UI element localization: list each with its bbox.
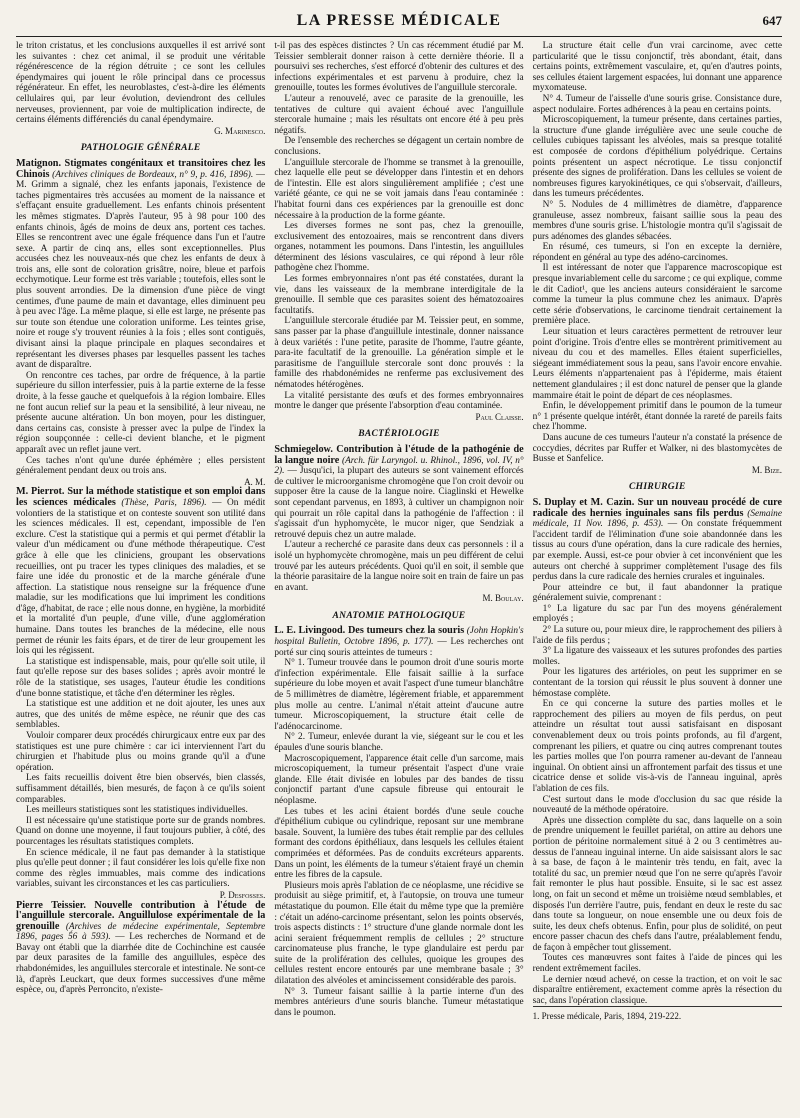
article-paragraph — [533, 498, 782, 583]
signature: P. Desfosses. — [219, 889, 266, 900]
section-heading-anatomie: ANATOMIE PATHOLOGIQUE — [332, 610, 466, 621]
article-paragraph — [16, 159, 265, 371]
article-paragraph: L'anguillule stercorale de l'homme se transmet à la grenouille, chez laquelle elle peut se développer dans l'intestin et en dehors de l'intestin. Elle est alors singulièrement amplifiée ; c'est une variété géante, ce qui ne se voit jamais dans l'eau contaminée : l'habitat fourni dans ces expériences par la grenouille est donc nécessaire à la production de la forme géante. — [274, 157, 524, 221]
article-schmiegelow — [274, 445, 523, 604]
column-3 — [533, 41, 782, 1117]
article-paragraph: L'anguillule stercorale étudiée par M. Teissier peut, en somme, sans passer par la phase d'anguillule intestinale, donner naissance à deux variétés : l'une petite, parasite de l'homme, l'autre géante, para-ite facultatif de la grenouille. La génération simple et le parasitisme de l'anguillule stercorale sont donc prouvés : la famille des rhabdonémides ne renferme pas exclusivement des nématodes hétérogènes. — [274, 316, 524, 390]
article-heading: Schmiegelow. Contribution à l'étude de la pathogénie de la langue noire — [274, 443, 524, 466]
article-paragraph: 2° La suture ou, pour mieux dire, le rapprochement des piliers à l'aide de fils perdus ; — [532, 625, 782, 646]
columns — [16, 41, 782, 1117]
article-paragraph — [274, 445, 523, 540]
article-source: (Arch. für Laryngol. u. Rhinol., 1896, vol. IV, n° 2). — [274, 455, 524, 477]
signature: M. Bize. — [751, 464, 782, 475]
article-source: (Archives de médecine expérimentale, Septembre 1896, pages 5́6 à 593). — [16, 921, 266, 943]
article-paragraph: En science médicale, il ne faut pas demander à la statistique plus qu'elle peut donner ; il faut considérer les lois qu'elle fixe non comme des règles immuables, mais comme des indications variables, suivant les circonstances et les cas particuliers. — [16, 847, 266, 890]
article-paragraph — [16, 901, 265, 996]
footnote: 1. Presse médicale, Paris, 1894, 219-222. — [533, 1006, 782, 1022]
article-paragraph: Les diverses formes ne sont pas, chez la grenouille, exclusivement des entozoaires, mais se rencontrent dans divers organes, notamment les poumons. Dans l'intestin, les anguillules déterminent des lésions vasculaires, ce qui répond à leur rôle pathogène chez l'homme. — [274, 221, 524, 274]
article-paragraph: 1° La ligature du sac par l'un des moyens généralement employés ; — [532, 603, 782, 625]
signature-marinesco: G. Marinesco. — [214, 125, 266, 136]
article-heading: Matignon. Stigmates congénitaux et transitoires chez les Chinois — [16, 157, 266, 180]
article-matignon — [16, 159, 265, 487]
article-paragraph: Les faits recueillis doivent être bien observés, bien classés, suffisamment détaillés, bien mesurés, de façon à ce qu'ils soient comparables. — [16, 773, 266, 805]
section-heading-chirurgie: CHIRURGIE — [629, 482, 686, 493]
article-paragraph: N° 4. Tumeur de l'aisselle d'une souris grise. Consistance dure, aspect nodulaire. Fortes adhérences à la peau en certains points. — [532, 93, 782, 115]
signature: M. Boulay. — [482, 593, 524, 604]
article-paragraph: 3° La ligature des vaisseaux et les sutures profondes des parties molles. — [532, 646, 782, 667]
article-paragraph: L'auteur a recherché ce parasite dans deux cas personnels : il a isolé un hyphomycète chromogène, mais un peu différent de celui trouvé par les auteurs précédents. Quoi qu'il en soit, il semble que la théorie parasitaire de la langue noire soit en train de faire un pas en avant. — [274, 540, 524, 593]
article-paragraph: La statistique est une addition et ne doit ajouter, les unes aux autres, que des unités de même espèce, ne réunir que des cas semblables. — [16, 699, 266, 731]
article-paragraph: Pour atteindre ce but, il faut abandonner la pratique généralement suivie, comprenant : — [532, 582, 782, 604]
article-heading: S. Duplay et M. Cazin. Sur un nouveau procédé de cure radicale des hernies inguinales sans fils perdus — [532, 496, 782, 519]
article-source: (John Hopkin's hospital Bulletin, Octobre 1896, p. 177). — [274, 626, 524, 648]
article-paragraph: La structure était celle d'un vrai carcinome, avec cette particularité que le tissu conjonctif, très abondant, était, dans certains points, extrêmement vasculaire, et, qu'en d'autres points, ses cellules étaient largement espacées, lui donnant une apparence myxomateuse. — [532, 41, 782, 94]
article-paragraph: Les tubes et les acini étaient bordés d'une seule couche d'épithélium cubique ou cylindrique, reposant sur une membrane basale. Souvent, la lumière des tubes était remplie par des cellules formant des cordons épithéliaux, dans lesquels les cellules étaient comprimées et déformées. Pas de conduits excréteurs apparents. Dans un point, les éléments de la tumeur s'étaient frayé un chemin entre les fibres de la capsule. — [274, 806, 524, 881]
article-paragraph: Dans aucune de ces tumeurs l'auteur n'a constaté la présence de coccydies, décrites par Ruffer et Walker, ni des blastomycètes de Busse et Sanfelice. — [532, 432, 782, 465]
article-paragraph: Il est intéressant de noter que l'apparence macroscopique est presque invariablement celle du sarcome ; ce qui explique, comme le dit Cadiot¹, que les anciens auteurs considéraient le sarcome comme la tumeur la plus commune chez les animaux. D'après cette série d'observations, le carcinome tiendrait certainement la première place. — [532, 263, 782, 327]
article-source: (Thèse, Paris, 1896). — [121, 497, 207, 508]
journal-title: LA PRESSE MÉDICALE — [296, 12, 502, 29]
article-heading: L. E. Livingood. Des tumeurs chez la souris — [274, 625, 465, 637]
article-paragraph: Après une dissection complète du sac, dans laquelle on a soin de prendre uniquement le feuillet pariétal, on attire au dehors une portion de péritoine normalement situé à 2 ou 3 centimètres au-dessus de l'anneau inguinal interne. Un aide saisissant alors le sac à sa base, de façon à le maintenir très tendu, en fait, avec la totalité du sac, un premier nœud que l'on ne serre qu'après l'avoir fait remonter le plus haut possible. Ensuite, si le sac est assez long, on fait un second et même un troisième nœud semblables, et disposés l'un derrière l'autre, puis, fendant en deux le reste du sac dans toute sa longueur, on noue ensemble une ou deux fois de suite, les deux chefs obtenus. Enfin, pour plus de solidité, on peut encore passer chacun des chefs dans l'autre, préalablement fendu, de façon à empêcher tout glissement. — [532, 815, 782, 953]
column-1 — [16, 41, 265, 1117]
intro-paragraph: le triton cristatus, et les conclusions auxquelles il est arrivé sont les suivantes : chez cet animal, il se produit une véritable régénérescence de la région détruite ; ce sont les cellules épendymaires qui jouent le rôle principal dans ce processus régénérateur. En effet, les neuroblastes, c'est-à-dire les éléments cellulaires qui, par leur évolution, deviendront des cellules nerveuses, proviennent, par voie de multiplication indirecte, de certains éléments différenciés du canal épendymaire. — [16, 41, 266, 126]
article-paragraph: La statistique est indispensable, mais, pour qu'elle soit utile, il faut qu'elle repose sur des bases solides ; après avoir montré le rôle de la statistique, ses usages, l'auteur étudie les conditions d'une bonne statistique, et tâche d'en déterminer les règles. — [16, 656, 266, 699]
article-paragraph: Microscopiquement, la tumeur présente, dans certaines parties, la structure d'une glande irrégulière avec une seule couche de cellules cubiques tapissant les alvéoles, mais sa presque totalité est composée de cordons d'épithélium polyédrique. Certains points présentent un aspect nécrotique. Le tissu conjonctif présente des signes de prolifération. Dans les cellules se voient de nombreuses figures karyokinétiques, ce qui s'observait, d'ailleurs, dans les tumeurs précédentes. — [532, 115, 782, 200]
article-paragraph: La vitalité persistante des œufs et des formes embryonnaires montre le danger que présente l'absorption d'eau contaminée. — [274, 390, 524, 412]
article-source: (Archives cliniques de Bordeaux, n° 9, p. 416, 1896). — [52, 169, 254, 180]
article-paragraph: En ce qui concerne la suture des parties molles et le rapprochement des piliers au moyen de fils perdus, on peut atteindre un résultat tout aussi satisfaisant en disposant convenablement deux ou trois points profonds, au fil d'argent, comprenant les piliers, et quatre ou cinq autres comprenant toutes les parties molles que l'on pourra ramener au-devant de l'anneau inguinal. On obtient ainsi un affrontement parfait des tissus et une cicatrice dense et solide vis-à-vis de l'anneau inguinal, après l'ablation de ces fils. — [532, 699, 782, 794]
article-paragraph: Pour les ligatures des artérioles, on peut les supprimer en se contentant de la torsion qui réussit le plus souvent à donner une hémostase complète. — [532, 667, 782, 699]
article-paragraph: N° 5. Nodules de 4 millimètres de diamètre, d'apparence granuleuse, assez nombreux, faisant saillie sous la peau des membres d'une souris grise. L'histologie montra qu'il s'agissait de purs adénomes des glandes sébacées. — [532, 199, 782, 242]
article-paragraph: Les meilleurs statistiques sont les statistiques individuelles. — [26, 805, 248, 816]
article-paragraph: C'est surtout dans le mode d'occlusion du sac que réside la nouveauté de la méthode opératoire. — [532, 794, 782, 816]
article-paragraph: L'auteur a renouvelé, avec ce parasite de la grenouille, les tentatives de culture qui avaient échoué avec l'anguillule stercorale humaine ; mais les résultats ont encore été à peu près négatifs. — [274, 93, 524, 136]
page-number: 647 — [762, 13, 782, 28]
article-paragraph: Toutes ces manœuvres sont faites à l'aide de pinces qui les rendent extrêmement faciles. — [532, 953, 782, 975]
article-source: (Semaine médicale, 11 Nov. 1896, p. 453). — [532, 508, 782, 530]
article-paragraph — [16, 487, 265, 657]
article-paragraph: Leur situation et leurs caractères permettent de retrouver leur point d'origine. Trois d'entre elles se montrèrent primitivement au niveau du cou et des mamelles. Elles étaient superficielles, siégeant immédiatement sous la peau, sans l'avoir encore envahie. Leurs éléments n'appartenaient pas à l'épiderme, mais étaient nettement glandulaires ; il est donc naturel de penser que la glande mammaire était le point de départ de ces néoplasmes. — [532, 327, 782, 401]
signature: Paul Claisse. — [475, 411, 524, 422]
article-paragraph: Plusieurs mois après l'ablation de ce néoplasme, une récidive se produisit au siège primitif, et, à l'autopsie, on trouva une tumeur métastatique du poumon. Elle était du même type que la première : c'était un adéno-carcinome présentant, selon les points observés, trois aspects distincts : 1° structure d'une glande normale dont les acini seraient fréquemment remplis de cellules ; 2° structure carcinomateuse plus franche, le type glandulaire est perdu par suite de la prolifération des cellules, quoique les groupes des cellules restent encore entourés par une membrane basale ; 3° dilatation des alvéoles et amincissement considérable des parois. — [274, 880, 524, 987]
article-paragraph: N° 3. Tumeur faisant saillie à la partie interne d'un des membres antérieurs d'une souris blanche. Tumeur métastatique dans le poumon. — [274, 986, 524, 1018]
article-pierrot — [16, 487, 265, 900]
article-heading: Pierre Teissier. Nouvelle contribution à l'étude de l'anguillule stercorale. Anguillulose expérimentale de la grenouille — [16, 899, 266, 932]
article-paragraph: Ces taches n'ont qu'une durée éphémère ; elles persistent généralement pendant deux ou trois ans. — [16, 455, 266, 477]
article-paragraph: Enfin, le développement primitif dans le poumon de la tumeur n° 1 présente quelque intérêt, étant donnée la rareté de pareils faits chez l'homme. — [532, 401, 782, 433]
article-text: — On médit volontiers de la statistique et on conteste souvent son utilité dans les sciences médicales. Il est, cependant, impossible de l'en exclure. C'est la statistique qui a permis et qui permet d'établir la valeur d'un médicament ou d'une méthode thérapeutique. C'est grâce à elle que les cliniciens, groupant les observations recueillies, ont pu tracer les types cliniques des maladies, et se faire une idée du pronostic et de la marche générale d'une affection. La statistique nous renseigne sur la fréquence d'une maladie, sur les modifications que lui impriment les conditions d'âge, d'habitat, de race ; elle nous donne, en hygiène, la morbidité et la mortalité d'un peuple, d'une ville, d'une agglomération humaine. Dans toutes les branches de la médecine, elle nous permet de réunir les faits épars, et de tirer de leur groupement les lois qui les régissent. — [16, 497, 266, 657]
article-teissier — [16, 901, 265, 996]
section-heading-pathologie: PATHOLOGIE GÉNÉRALE — [80, 143, 201, 154]
article-paragraph: t-il pas des espèces distinctes ? Un cas récemment étudié par M. Teissier semblerait donner raison à cette dernière théorie. Il a poursuivi ses recherches, s'est efforcé d'obtenir des cultures et des infections expérimentales et est parvenu à produire, chez la grenouille, toutes les formes évolutives de l'anguillule stercorale. — [274, 41, 524, 94]
article-duplay-cazin — [533, 498, 782, 1007]
signature: A. M. — [244, 476, 266, 487]
article-livingood — [274, 626, 523, 1018]
article-paragraph: De l'ensemble des recherches se dégagent un certain nombre de conclusions. — [274, 136, 524, 157]
article-text: — On constate fréquemment l'accident tardif de l'élimination d'une soie abandonnée dans les tissus au cours d'une opération, dans la cure radicale des hernies, par exemple. Aussi, est-ce pour obvier à cet inconvénient que les auteurs ont cherché à supprimer complètement l'usage des fils perdus dans la cure radicale des hernies crurales et inguinales. — [532, 519, 782, 583]
article-paragraph: N° 2. Tumeur, enlevée durant la vie, siégeant sur le cou et les épaules d'une souris blanche. — [274, 732, 524, 753]
column-2 — [274, 41, 523, 1117]
section-heading-bacteriologie: BACTÉRIOLOGIE — [358, 429, 440, 440]
article-text: — Les recherches de Normand et de Bavay ont établi que la diarrhée dite de Cochinchine est causée par deux parasites de la famille des anguillules, espèce des rhabdonémides, les anguillules stercorale et intestinale. Ne sont-ce là, d'après Leuckart, que deux formes successives d'une même espèce, ou, d'après Perroncito, n'existe- — [16, 932, 266, 996]
article-paragraph: Macroscopiquement, l'apparence était celle d'un sarcome, mais microscopiquement, la tumeur présentait l'aspect d'une vraie glande. Elle était divisée en lobules par des bandes de tissu conjonctif partant d'une capsule fibreuse qui entourait le néoplasme. — [274, 753, 524, 806]
article-text: — Les recherches ont porté sur cinq souris atteintes de tumeurs : — [274, 637, 524, 658]
article-text: — M. Grimm a signalé, chez les enfants japonais, l'existence de taches pigmentaires très accusées au moment de la naissance et s'effaçant ensuite graduellement. Les enfants chinois présentent les mêmes stigmates. D'après l'auteur, 95 à 98 pour 100 des enfants chinois, âgés de moins de deux ans, portent ces taches. Elles se rencontrent avec une égale fréquence dans l'un et l'autre sexe. A partir de cinq ans, elles sont exceptionnelles. Plus accusées chez les nouveaux-nés que chez les enfants de deux à trois ans, elle sont de coloration grisâtre, noire, bleue et parfois ecchymotique. Leur forme est très variable ; toutefois, elles sont le plus souvent arrondies. De la dimension d'une pièce de vingt centimes, d'une paume de main et davantage, elles diminuent peu à peu avec l'âge. La même plaque, si elle est large, ne présente pas sur toute son étendue une coloration uniforme. Les teintes grise, noire et rouge s'y trouvent réunies à la fois ; elles sont contiguës, divisant ainsi la plaque principale en plaques secondaires et représentant les diverses phases par lesquelles passent les taches avant de disparaître. — [16, 169, 266, 371]
article-paragraph — [274, 626, 523, 658]
article-paragraph: En résumé, ces tumeurs, si l'on en excepte la dernière, répondent en général au type des adéno-carcinomes. — [532, 242, 782, 263]
article-paragraph: Vouloir comparer deux procédés chirurgicaux entre eux par des statistiques est une pure chimère : car ici interviennent l'art du chirurgien et l'habitude plus ou moins grande qu'il a d'une opération. — [16, 731, 266, 773]
article-text: — Jusqu'ici, la plupart des auteurs se sont vainement efforcés de cultiver le microorganisme chromogène que l'on croit devoir ou supposer être la cause de la langue noire. Ciaglinski et Hewelke sont cependant parvenus, en 1893, à cultiver un champignon noir qui pourrait un rôle capital dans la pathogénie de l'affection : il s'agissait d'un hyphomycète, le mucor niger, que Sendziak a retrouvé depuis chez un autre malade. — [274, 466, 524, 540]
article-paragraph: On rencontre ces taches, par ordre de fréquence, à la partie supérieure du sillon interfessier, puis à la partie externe de la fesse droite, à la fesse gauche et quelquefois à la région lombaire. Elles ne font aucun relief sur la peau et la sensibilité, à leur niveau, ne présente aucune altération. Un bon moyen, pour les distinguer, dans certains cas, consiste à presser avec la pulpe de l'index la région soupçonnée : celle-ci devient blanche, et le pigment apparaît avec un reflet jaune vert. — [16, 370, 266, 455]
article-paragraph: Le dernier nœud achevé, on cesse la traction, et on voit le sac disparaître entièrement, exactement comme après la résection du sac, dans l'opération classique. — [532, 974, 782, 1006]
article-paragraph: Les formes embryonnaires n'ont pas été constatées, durant la vie, dans les vaisseaux de la membrane interdigitale de la grenouille. Il semble que ces parasites soient des hématozoaires facultatifs. — [274, 274, 524, 316]
article-heading: M. Pierrot. Sur la méthode statistique et son emploi dans les sciences médicales — [16, 486, 266, 508]
article-paragraph: N° 1. Tumeur trouvée dans le poumon droit d'une souris morte d'infection expérimentale. Elle faisait saillie à la surface supérieure du lobe moyen et avait l'aspect d'une tumeur blanchâtre de 5 millimètres de diamètre, légèrement friable, et apparemment plus molle au centre. L'animal n'était atteint d'aucune autre tumeur. Microscopiquement, la structure était celle de l'adénocarcinome. — [274, 658, 524, 732]
article-paragraph: Il est nécessaire qu'une statistique porte sur de grands nombres. Quand on donne une moyenne, il faut toujours publier, à côté, des pourcentages les résultats statistiques complets. — [16, 815, 266, 847]
running-header — [16, 10, 782, 37]
